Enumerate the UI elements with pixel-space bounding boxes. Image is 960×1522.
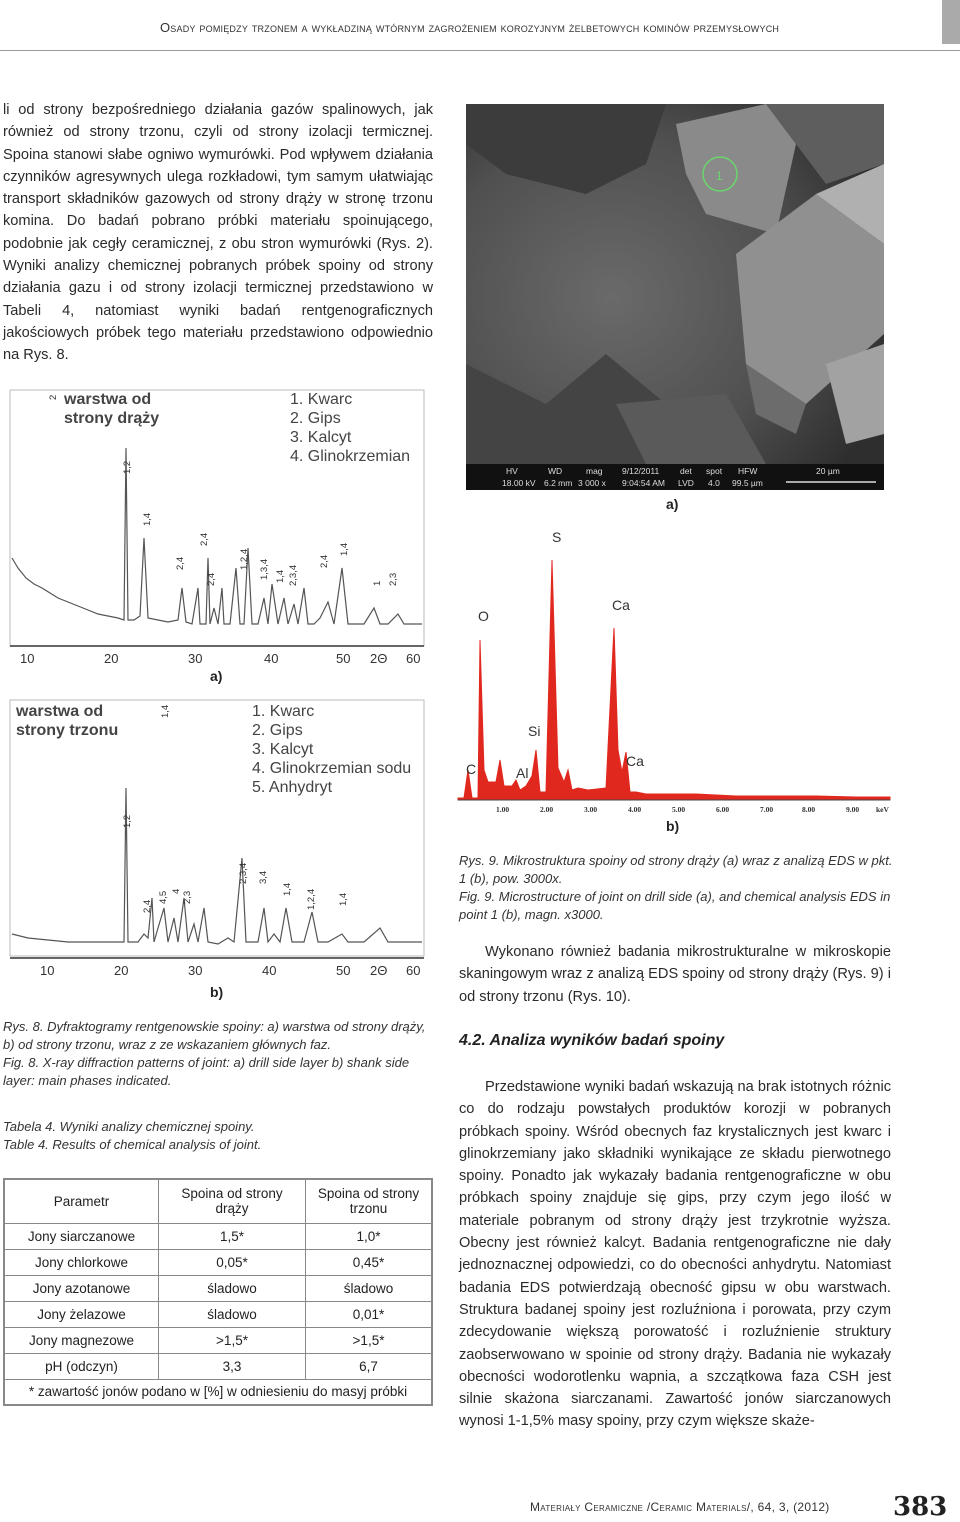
sem-databar-label: HV (506, 466, 518, 476)
table4-caption (3, 1118, 433, 1154)
sem-databar-label: WD (548, 466, 563, 476)
table-header-cell: Spoina od strony drąży (159, 1179, 306, 1223)
table4-caption-en: Table 4. Results of chemical analysis of joint. (3, 1137, 262, 1152)
xrd-b-legend-item: 4. Glinokrzemian sodu (252, 760, 412, 777)
eds-plot (456, 520, 896, 820)
fig9-caption-en: Fig. 9. Microstructure of joint on drill side (a), and chemical analysis EDS in point 1 (b), magn. x3000. (459, 889, 891, 922)
xrd-a-peak-label: 1 (372, 580, 383, 586)
xrd-diffractogram-b (8, 698, 428, 980)
table-cell: 0,01* (306, 1301, 433, 1327)
table-cell: Jony azotanowe (4, 1275, 159, 1301)
fig9-caption (459, 852, 893, 924)
xrd-a-peak-label: 2,4 (319, 554, 330, 568)
sem-panel-label: a) (666, 496, 679, 512)
xrd-a-peak-label: 1,3,4 (259, 558, 270, 580)
table-cell: 0,05* (159, 1249, 306, 1275)
sem-databar-label: 9/12/2011 (622, 466, 660, 476)
xrd-a-legend-item: 2. Gips (290, 410, 341, 427)
xrd-b-tick-60: 60 (406, 963, 421, 978)
sem-databar-value: 99.5 µm (732, 478, 763, 488)
xrd-a-tick-60: 60 (406, 651, 421, 666)
eds-point-marker-label: 1 (716, 169, 723, 183)
eds-element-label: Al (516, 765, 529, 781)
xrd-b-peak-label: 1,4 (338, 892, 349, 906)
eds-tick: 5.00 (672, 805, 686, 814)
eds-element-label: Ca (626, 753, 644, 769)
table-cell: 3,3 (159, 1353, 306, 1379)
xrd-b-legend-item: 5. Anhydryt (252, 779, 333, 796)
sem-databar-value: 4.0 (708, 478, 720, 488)
xrd-b-tick-40: 40 (262, 963, 277, 978)
table-cell: 1,5* (159, 1223, 306, 1249)
xrd-b-peak-label: 2,3 (182, 890, 193, 904)
eds-tick: 9.00 (846, 805, 860, 814)
xrd-a-peak-label: 2,4 (199, 532, 210, 546)
xrd-b-legend (252, 702, 411, 797)
eds-tick: 2.00 (540, 805, 554, 814)
xrd-a-tick-40: 40 (264, 651, 279, 666)
xrd-a-legend-item: 1. Kwarc (290, 391, 353, 408)
eds-element-label: O (478, 608, 489, 624)
xrd-a-peak-label: 1,4 (339, 542, 350, 556)
xrd-diffractogram-a (8, 388, 428, 668)
sem-micrograph (466, 104, 884, 490)
sem-databar-value: 18.00 kV (502, 478, 536, 488)
xrd-b-peak-label: 1,4 (160, 704, 171, 718)
xrd-a-peak-label: 1,4 (275, 569, 286, 583)
xrd-b-title-line1: warstwa od (16, 703, 104, 720)
xrd-b-peak-label: 4 (171, 888, 182, 894)
eds-panel-label: b) (666, 818, 680, 834)
xrd-a-legend-item: 4. Glinokrzemian (290, 448, 411, 465)
fig8-caption (3, 1018, 433, 1090)
xrd-b-legend-item: 2. Gips (252, 722, 303, 739)
eds-element-label: C (466, 761, 477, 777)
table-row (4, 1249, 432, 1275)
header-rule (0, 50, 960, 51)
table-cell: 6,7 (306, 1353, 433, 1379)
xrd-b-peak-label: 4,5 (158, 890, 169, 904)
xrd-a-tick-50: 50 (336, 651, 351, 666)
eds-element-label: S (552, 529, 562, 545)
table-cell: >1,5* (159, 1327, 306, 1353)
table-cell: śladowo (306, 1275, 433, 1301)
eds-spectrum (456, 520, 896, 820)
sem-databar-label: mag (586, 466, 603, 476)
eds-tick: 1.00 (496, 805, 510, 814)
xrd-a-peak-label: 2 (48, 394, 59, 400)
eds-tick: keV (876, 805, 889, 814)
table-row (4, 1223, 432, 1249)
xrd-a-axis-label: 2Θ (370, 651, 388, 666)
eds-tick: 4.00 (628, 805, 642, 814)
xrd-b-peak-label: 1,2,4 (306, 888, 317, 910)
journal-footer: Materiały Ceramiczne /Ceramic Materials/, 64, 3, (2012) (530, 1500, 830, 1514)
xrd-a-peak-label: 2,3,4 (288, 564, 299, 586)
eds-tick: 6.00 (716, 805, 730, 814)
microstructure-paragraph: Wykonano również badania mikrostrukturalne w mikroskopie skaningowym wraz z analizą EDS spoiny od strony drąży (Rys. 9) i od strony trzonu (Rys. 10). (459, 944, 891, 1005)
fig9-caption-pl: Rys. 9. Mikrostruktura spoiny od strony drąży (a) wraz z analizą EDS w pkt. 1 (b), pow. 3000x. (459, 853, 893, 886)
xrd-a-tick-30: 30 (188, 651, 203, 666)
table-header-row (4, 1179, 432, 1223)
xrd-b-ticks (10, 958, 424, 978)
header-accent-bar (942, 0, 960, 44)
xrd-a-tick-10: 10 (20, 651, 35, 666)
table-row (4, 1353, 432, 1379)
eds-tick: 7.00 (760, 805, 774, 814)
table-cell: Jony chlorkowe (4, 1249, 159, 1275)
table4-caption-pl: Tabela 4. Wyniki analizy chemicznej spoiny. (3, 1119, 255, 1134)
intro-paragraph: li od strony bezpośredniego działania gazów spalinowych, jak również od strony trzonu, czyli od strony izolacji termicznej. Spoina stanowi słabe ogniwo wymurówki. Pod wpływem działania czynników agresywnych ulega rozkładowi, tym samym ułatwiając transport składników gazowych od strony drąży w stronę trzonu komina. Do badań pobrano próbki materiału spoinującego, podobnie jak cegły ceramicznej, z obu stron wymurówki (Rys. 2). Wyniki analizy chemicznej pobranych próbek spoiny od strony działania gazu i od strony izolacji termicznej przedstawiono w Tabeli 4, natomiast wyniki badań rentgenograficznych jakościowych próbek tego materiału przedstawiono odpowiednio na Rys. 8. (3, 102, 433, 364)
eds-tick: 3.00 (584, 805, 598, 814)
xrd-b-title-line2: strony trzonu (16, 722, 119, 739)
xrd-a-title-line1: warstwa od (64, 391, 152, 408)
table-cell: śladowo (159, 1275, 306, 1301)
xrd-b-panel-label: b) (210, 984, 224, 1000)
table-header-cell: Spoina od strony trzonu (306, 1179, 433, 1223)
sem-databar-value: 3 000 x (578, 478, 606, 488)
xrd-b-title (16, 702, 118, 740)
xrd-a-trace (12, 448, 422, 624)
sem-image (466, 104, 884, 490)
sem-databar-label: HFW (738, 466, 758, 476)
xrd-a-legend-item: 3. Kalcyt (290, 429, 352, 446)
sem-databar-value: 6.2 mm (544, 478, 573, 488)
fig8-caption-en: Fig. 8. X-ray diffraction patterns of joint: a) drill side layer b) shank side layer: main phases indicated. (3, 1055, 410, 1088)
xrd-b-peak-label: 1,2 (122, 814, 133, 828)
table-footnote-row (4, 1379, 432, 1405)
xrd-b-peak-label: 2,3,4 (238, 862, 249, 884)
xrd-b-tick-10: 10 (40, 963, 55, 978)
table-row (4, 1301, 432, 1327)
analysis-paragraph: Przedstawione wyniki badań wskazują na brak istotnych różnic co do rodzaju powstałych produktów korozji w pobranych próbkach spoiny. Wśród obecnych faz krystalicznych jest kwarc i glinokrzemiany jako składniki wynikające ze składu pierwotnego spoiny. Ponadto jak wykazały badania rentgenograficzne w obu próbkach spoiny znajduje się gips, przy czym jego ilość w materiale pobranym od strony drąży jest trzykrotnie wyższa. Obecny jest również kalcyt. Badania rentgenograficzne nie dały jednoznacznej odpowiedzi, co do obecności anhydrytu. Natomiast badania EDS potwierdzają obecność gipsu w obu warstwach. Struktura badanej spoiny jest rozluźniona i porowata, przy czym zdecydowanie większą porowatość i rozluźnienie struktury zaobserwowano w spoinie od strony drąży. Badania nie wykazały obecności wodorotlenku wapnia, a szczątkowa faza CSH jest silnie skażona siarczanami. Zawartość jonów siarczanowych wynosi 1-1,5% masy spoiny, przy czym większe skaże- (459, 1079, 891, 1430)
table-footnote: * zawartość jonów podano w [%] w odniesieniu do masyj próbki (4, 1379, 432, 1405)
xrd-b-peak-label: 2,4 (142, 899, 153, 913)
table-cell: Jony magnezowe (4, 1327, 159, 1353)
table-cell: 0,45* (306, 1249, 433, 1275)
table-header-cell: Parametr (4, 1179, 159, 1223)
table-cell: pH (odczyn) (4, 1353, 159, 1379)
xrd-a-peak-label: 1,2 (122, 460, 133, 474)
eds-tick: 8.00 (802, 805, 816, 814)
xrd-b-peak-label: 3,4 (258, 870, 269, 884)
sem-databar-label: spot (706, 466, 723, 476)
page-number: 383 (893, 1492, 948, 1522)
table-row (4, 1275, 432, 1301)
table-cell: Jony siarczanowe (4, 1223, 159, 1249)
table-cell: >1,5* (306, 1327, 433, 1353)
sem-databar-value: LVD (678, 478, 694, 488)
table-cell: śladowo (159, 1301, 306, 1327)
xrd-a-peak-label: 1,4 (142, 512, 153, 526)
section-heading: 4.2. Analiza wyników badań spoiny (459, 1032, 725, 1049)
xrd-a-title-line2: strony drąży (64, 410, 160, 427)
sem-scale-label: 20 µm (816, 466, 840, 476)
table-cell: Jony żelazowe (4, 1301, 159, 1327)
eds-spectrum-fill (458, 560, 890, 800)
xrd-a-peak-label: 2,4 (206, 572, 217, 586)
xrd-a-panel-label: a) (210, 668, 223, 684)
xrd-a-legend (290, 390, 410, 466)
xrd-a-peak-label: 2,3 (388, 572, 399, 586)
xrd-b-tick-30: 30 (188, 963, 203, 978)
table-cell: 1,0* (306, 1223, 433, 1249)
xrd-a-peak-label: 1,2,4 (239, 548, 250, 570)
xrd-b-tick-50: 50 (336, 963, 351, 978)
table4 (3, 1178, 433, 1406)
running-header: Osady pomiędzy trzonem a wykładziną wtórnym zagrożeniem korozyjnym żelbetowych kominów przemysłowych (160, 20, 780, 35)
fig8-caption-pl: Rys. 8. Dyfraktogramy rentgenowskie spoiny: a) warstwa od strony drąży, b) od strony trzonu, wraz z ze wskazaniem głównych faz. (3, 1019, 426, 1052)
xrd-b-trace (12, 788, 422, 944)
xrd-a-tick-20: 20 (104, 651, 119, 666)
xrd-a-peak-label: 2,4 (175, 556, 186, 570)
xrd-b-peak-label: 1,4 (282, 882, 293, 896)
sem-databar-value: 9:04:54 AM (622, 478, 666, 488)
xrd-b-axis-label: 2Θ (370, 963, 388, 978)
sem-databar-label: det (680, 466, 692, 476)
table-row (4, 1327, 432, 1353)
xrd-a-ticks (10, 646, 424, 666)
xrd-b-legend-item: 3. Kalcyt (252, 741, 314, 758)
xrd-b-legend-item: 1. Kwarc (252, 703, 315, 720)
xrd-a-title (64, 390, 159, 428)
eds-element-label: Ca (612, 597, 630, 613)
eds-element-label: Si (528, 723, 541, 739)
xrd-b-tick-20: 20 (114, 963, 129, 978)
